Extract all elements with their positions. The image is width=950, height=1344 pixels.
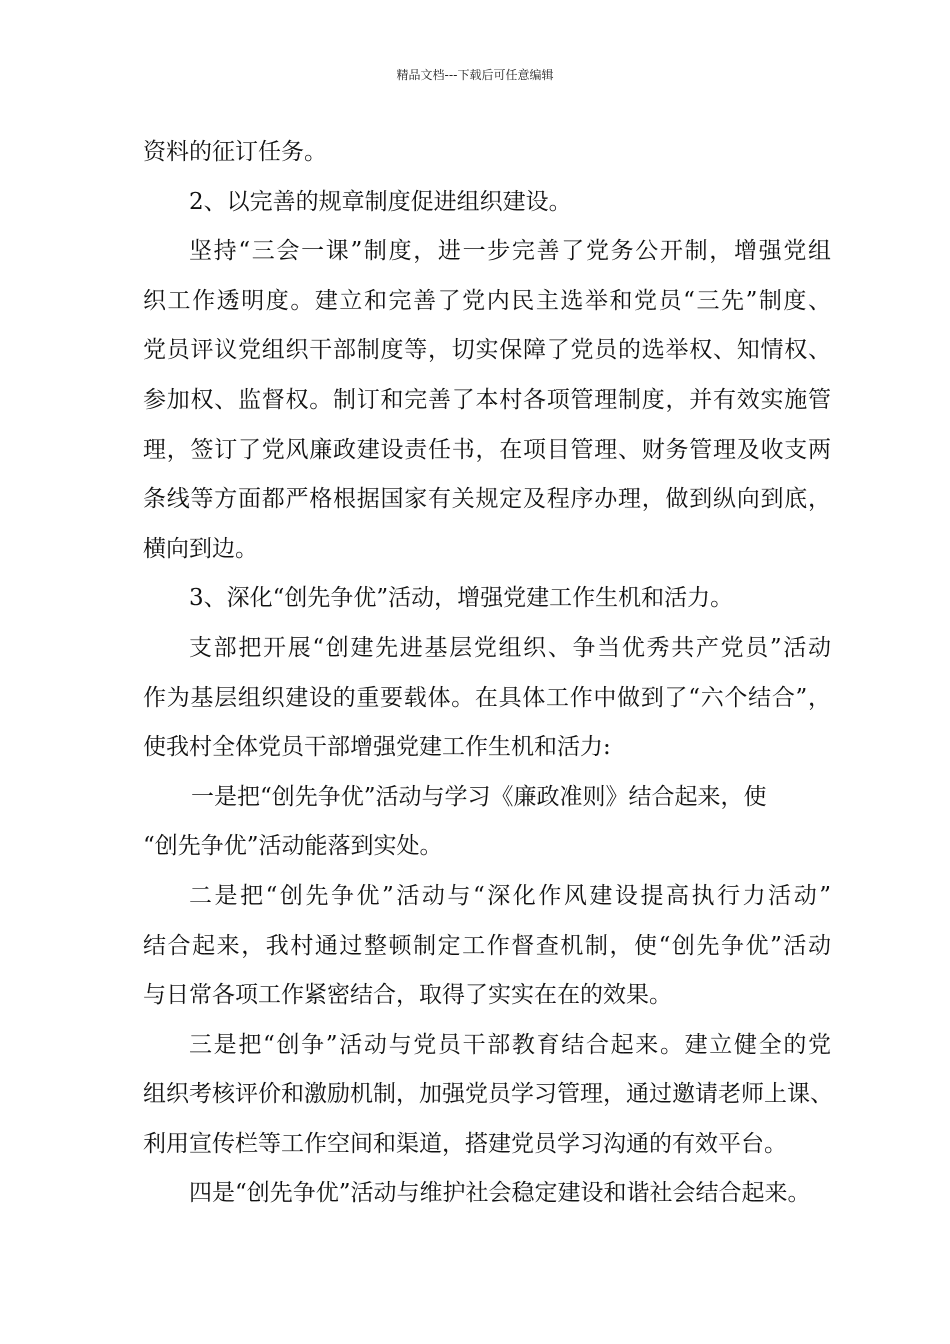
- text-line: 参加权、监督权。制订和完善了本村各项管理制度，并有效实施管: [143, 386, 831, 413]
- text-line: 条线等方面都严格根据国家有关规定及程序办理，做到纵向到底，: [143, 486, 831, 513]
- text-line: 支部把开展“创建先进基层党组织、争当优秀共产党员”活动: [189, 634, 831, 661]
- section-heading: 2、以完善的规章制度促进组织建设。: [189, 188, 572, 215]
- text-line: 作为基层组织建设的重要载体。在具体工作中做到了“六个结合”，: [143, 684, 831, 711]
- text-line: 党员评议党组织干部制度等，切实保障了党员的选举权、知情权、: [143, 337, 831, 364]
- text-line: 组织考核评价和激励机制，加强党员学习管理，通过邀请老师上课、: [143, 1081, 833, 1108]
- text-line: 与日常各项工作紧密结合，取得了实实在在的效果。: [143, 982, 672, 1009]
- text-line: 资料的征订任务。: [143, 139, 327, 165]
- page-header: 精品文档---下载后可任意编辑: [396, 68, 554, 82]
- text-line: 一是把“创先争优”活动与学习《廉政准则》结合起来，使: [191, 783, 767, 810]
- text-line: 结合起来，我村通过整顿制定工作督查机制，使“创先争优”活动: [143, 932, 831, 959]
- section-heading: 3、深化“创先争优”活动，增强党建工作生机和活力。: [189, 585, 734, 612]
- text-line: 理，签订了党风廉政建设责任书，在项目管理、财务管理及收支两: [143, 436, 831, 463]
- text-line: 四是“创先争优”活动与维护社会稳定建设和谐社会结合起来。: [189, 1180, 811, 1207]
- text-line: 织工作透明度。建立和完善了党内民主选举和党员“三先”制度、: [143, 287, 831, 314]
- text-line: 使我村全体党员干部增强党建工作生机和活力:: [143, 734, 611, 761]
- text-line: “创先争优”活动能落到实处。: [143, 833, 443, 860]
- text-line: 三是把“创争”活动与党员干部教育结合起来。建立健全的党: [189, 1031, 831, 1058]
- document-body: [143, 128, 831, 1219]
- text-line: 二是把“创先争优”活动与“深化作风建设提高执行力活动”: [189, 882, 831, 909]
- text-line: 利用宣传栏等工作空间和渠道，搭建党员学习沟通的有效平台。: [143, 1130, 787, 1157]
- text-line: 横向到边。: [143, 535, 258, 562]
- text-line: 坚持“三会一课”制度，进一步完善了党务公开制，增强党组: [189, 238, 831, 265]
